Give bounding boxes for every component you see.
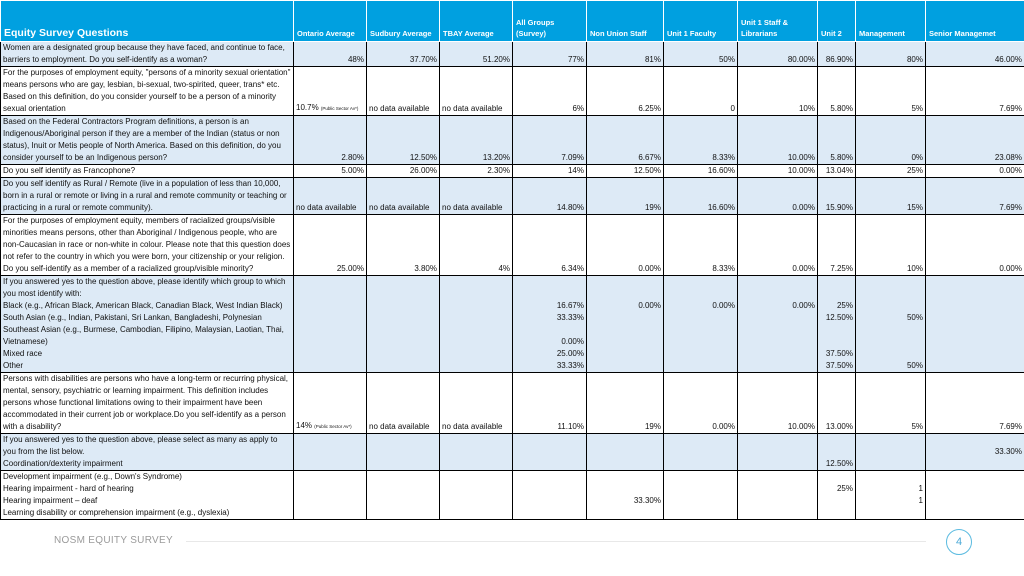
non-union-cell xyxy=(587,276,664,373)
sudbury-cell: no data available xyxy=(367,67,440,116)
impairment-label: Hearing impairment - hard of hearing xyxy=(3,484,134,493)
unit2-cell: 5.80% xyxy=(818,116,856,165)
question-cell: Based on the Federal Contractors Program definitions, a person is an Indigenous/Aboriginal person if they are a member of the Indian (status or non status), Inuit or Metis people of North America. Based on this definition, do you consider yourself to be an Indigenous person? xyxy=(1,116,294,165)
race-group-label: Southeast Asian (e.g., Burmese, Cambodian, Filipino, Malaysian, Laotian, Thai, Vietnamese) xyxy=(3,325,284,346)
unit1-staff-cell: 0.00% xyxy=(738,178,818,215)
race-value: 0.00% xyxy=(561,337,584,346)
race-intro: If you answered yes to the question above, please identify which group to which you most identify with: xyxy=(3,277,286,298)
unit1-faculty-cell: 0 xyxy=(664,67,738,116)
management-cell: 5% xyxy=(856,373,926,434)
unit1-staff-cell: 10% xyxy=(738,67,818,116)
all-groups-cell: 77% xyxy=(513,42,587,67)
management-cell: 15% xyxy=(856,178,926,215)
impairment-label: Hearing impairment – deaf xyxy=(3,496,98,505)
all-groups-cell: 11.10% xyxy=(513,373,587,434)
impairment-value: 1 xyxy=(918,496,923,505)
header-sudbury: Sudbury Average xyxy=(367,1,440,42)
impairment-label: Coordination/dexterity impairment xyxy=(3,459,123,468)
ontario-cell: no data available xyxy=(294,178,367,215)
senior-management-cell: 7.69% xyxy=(926,178,1024,215)
unit2-cell xyxy=(818,276,856,373)
table-row xyxy=(1,67,1024,116)
unit2-cell: 86.90% xyxy=(818,42,856,67)
race-value: 0.00% xyxy=(792,301,815,310)
senior-management-cell: 23.08% xyxy=(926,116,1024,165)
unit1-faculty-cell: 0.00% xyxy=(664,373,738,434)
tbay-cell: no data available xyxy=(440,373,513,434)
race-value: 16.67% xyxy=(556,301,584,310)
sudbury-cell: 3.80% xyxy=(367,215,440,276)
ontario-cell xyxy=(294,373,367,434)
table-row xyxy=(1,178,1024,215)
impairment-value: 1 xyxy=(918,484,923,493)
header-management: Management xyxy=(856,1,926,42)
non-union-cell: 19% xyxy=(587,178,664,215)
unit2-cell: 13.00% xyxy=(818,373,856,434)
impairment-label: Development impairment (e.g., Down's Syndrome) xyxy=(3,472,182,481)
non-union-cell: 6.67% xyxy=(587,116,664,165)
senior-management-cell: 33.30% xyxy=(926,434,1024,471)
race-group-label: South Asian (e.g., Indian, Pakistani, Sri Lankan, Bangladeshi, Polynesian xyxy=(3,313,262,322)
all-groups-cell xyxy=(513,276,587,373)
question-cell xyxy=(1,471,294,520)
question-cell xyxy=(1,276,294,373)
unit1-faculty-cell xyxy=(664,276,738,373)
tbay-cell: 51.20% xyxy=(440,42,513,67)
senior-management-cell: 0.00% xyxy=(926,215,1024,276)
table-row-race-groups xyxy=(1,276,1024,373)
unit1-faculty-cell: 50% xyxy=(664,42,738,67)
non-union-cell xyxy=(587,471,664,520)
ontario-cell xyxy=(294,276,367,373)
race-value: 0.00% xyxy=(712,301,735,310)
unit2-cell: 5.80% xyxy=(818,67,856,116)
all-groups-cell: 14.80% xyxy=(513,178,587,215)
race-value: 37.50% xyxy=(825,361,853,370)
ontario-value: 10.7% xyxy=(296,103,319,112)
header-question: Equity Survey Questions xyxy=(1,1,294,42)
unit1-faculty-cell: 8.33% xyxy=(664,215,738,276)
all-groups-cell: 6.34% xyxy=(513,215,587,276)
question-cell: Women are a designated group because they have faced, and continue to face, barriers to employment. Do you self-identify as a woman? xyxy=(1,42,294,67)
header-non-union: Non Union Staff xyxy=(587,1,664,42)
race-spacer xyxy=(515,324,584,336)
header-unit1-staff: Unit 1 Staff & Librarians xyxy=(738,1,818,42)
ontario-cell: 48% xyxy=(294,42,367,67)
footer-title: NOSM EQUITY SURVEY xyxy=(54,535,173,546)
ontario-note: (Public Sector Av*) xyxy=(320,106,359,111)
header-tbay: TBAY Average xyxy=(440,1,513,42)
table-row xyxy=(1,42,1024,67)
race-value: 33.33% xyxy=(556,361,584,370)
impairment-label: Learning disability or comprehension impairment (e.g., dyslexia) xyxy=(3,508,230,517)
management-cell: 25% xyxy=(856,165,926,178)
unit2-cell: 12.50% xyxy=(818,434,856,471)
unit2-cell: 7.25% xyxy=(818,215,856,276)
tbay-cell xyxy=(440,276,513,373)
header-senior-management: Senior Managemet xyxy=(926,1,1024,42)
non-union-cell xyxy=(587,434,664,471)
question-cell: For the purposes of employment equity, "persons of a minority sexual orientation" means persons who are gay, lesbian, bi-sexual, two-spirited, queer, trans* etc. Based on this definition, do you consider yourself to be a person of a minority sexual orientation xyxy=(1,67,294,116)
impairment-intro: If you answered yes to the question above, please select as many as apply to you from the list below. xyxy=(3,435,278,456)
unit1-staff-cell: 10.00% xyxy=(738,165,818,178)
unit1-staff-cell: 0.00% xyxy=(738,215,818,276)
all-groups-cell: 14% xyxy=(513,165,587,178)
table-row xyxy=(1,165,1024,178)
management-cell xyxy=(856,276,926,373)
question-cell: For the purposes of employment equity, members of racialized groups/visible minorities means persons, other than Aboriginal / Indigenous people, who are non-Caucasian in race or non-white in colour. Please note that this question does not refer to the country in which you were born, your citizenship or your religion. Do you self-identify as a member of a racialized group/visible minority? xyxy=(1,215,294,276)
senior-management-cell: 7.69% xyxy=(926,67,1024,116)
management-cell: 10% xyxy=(856,215,926,276)
sudbury-cell: no data available xyxy=(367,178,440,215)
tbay-cell: 13.20% xyxy=(440,116,513,165)
tbay-cell: no data available xyxy=(440,67,513,116)
senior-management-cell xyxy=(926,276,1024,373)
unit1-faculty-cell: 8.33% xyxy=(664,116,738,165)
sudbury-cell: 26.00% xyxy=(367,165,440,178)
race-group-label: Other xyxy=(3,361,24,370)
non-union-cell: 0.00% xyxy=(587,215,664,276)
race-value: 33.33% xyxy=(556,313,584,322)
race-group-label: Black (e.g., African Black, American Black, Canadian Black, West Indian Black) xyxy=(3,301,283,310)
question-cell: Persons with disabilities are persons who have a long-term or recurring physical, mental, sensory, psychiatric or learning impairment. This definition includes persons whose functional limitations owing to their impairment have been accommodated in their current job or workplace.Do you self-identify as a person with a disability? xyxy=(1,373,294,434)
race-value: 50% xyxy=(906,361,923,370)
race-value: 12.50% xyxy=(825,313,853,322)
impairment-value: 25% xyxy=(836,484,853,493)
header-unit2: Unit 2 xyxy=(818,1,856,42)
tbay-cell: no data available xyxy=(440,178,513,215)
non-union-cell: 12.50% xyxy=(587,165,664,178)
non-union-cell: 19% xyxy=(587,373,664,434)
race-value: 50% xyxy=(906,313,923,322)
header-ontario: Ontario Average xyxy=(294,1,367,42)
unit2-cell: 15.90% xyxy=(818,178,856,215)
unit1-staff-cell: 10.00% xyxy=(738,373,818,434)
all-groups-cell: 7.09% xyxy=(513,116,587,165)
ontario-cell: 25.00% xyxy=(294,215,367,276)
ontario-value: 14% xyxy=(296,421,313,430)
tbay-cell: 4% xyxy=(440,215,513,276)
page-number: 4 xyxy=(946,529,972,555)
senior-management-cell: 46.00% xyxy=(926,42,1024,67)
race-value: 0.00% xyxy=(638,301,661,310)
management-cell xyxy=(856,471,926,520)
ontario-cell: 5.00% xyxy=(294,165,367,178)
unit1-faculty-cell: 16.60% xyxy=(664,178,738,215)
unit1-staff-cell: 80.00% xyxy=(738,42,818,67)
unit1-staff-cell: 10.00% xyxy=(738,116,818,165)
ontario-cell xyxy=(294,67,367,116)
question-cell: Do you self identify as Francophone? xyxy=(1,165,294,178)
sudbury-cell: 37.70% xyxy=(367,42,440,67)
race-group-label: Mixed race xyxy=(3,349,43,358)
management-cell: 80% xyxy=(856,42,926,67)
table-row-impairment-list xyxy=(1,471,1024,520)
header-row xyxy=(1,1,1024,42)
senior-management-cell: 7.69% xyxy=(926,373,1024,434)
non-union-cell: 6.25% xyxy=(587,67,664,116)
sudbury-cell: no data available xyxy=(367,373,440,434)
table-row xyxy=(1,116,1024,165)
table-row xyxy=(1,373,1024,434)
unit1-staff-cell xyxy=(738,276,818,373)
footer-divider xyxy=(186,541,926,542)
management-cell: 0% xyxy=(856,116,926,165)
senior-management-cell: 0.00% xyxy=(926,165,1024,178)
unit1-faculty-cell: 16.60% xyxy=(664,165,738,178)
question-cell: Do you self identify as Rural / Remote (live in a population of less than 10,000, born in a rural or remote or living in a rural and remote community or teaching or practicing in a rural or remote community). xyxy=(1,178,294,215)
race-value: 37.50% xyxy=(825,349,853,358)
question-cell xyxy=(1,434,294,471)
race-value: 25.00% xyxy=(556,349,584,358)
sudbury-cell: 12.50% xyxy=(367,116,440,165)
management-cell: 5% xyxy=(856,67,926,116)
ontario-note: (Public Sector Av*) xyxy=(314,424,352,429)
table-row xyxy=(1,215,1024,276)
ontario-cell: 2.80% xyxy=(294,116,367,165)
unit2-cell: 13.04% xyxy=(818,165,856,178)
header-all-groups: All Groups (Survey) xyxy=(513,1,587,42)
tbay-cell: 2.30% xyxy=(440,165,513,178)
table-row-impairment-intro xyxy=(1,434,1024,471)
unit2-cell xyxy=(818,471,856,520)
sudbury-cell xyxy=(367,276,440,373)
race-value: 25% xyxy=(836,301,853,310)
all-groups-cell: 6% xyxy=(513,67,587,116)
non-union-cell: 81% xyxy=(587,42,664,67)
impairment-value: 33.30% xyxy=(633,496,661,505)
header-unit1-faculty: Unit 1 Faculty xyxy=(664,1,738,42)
